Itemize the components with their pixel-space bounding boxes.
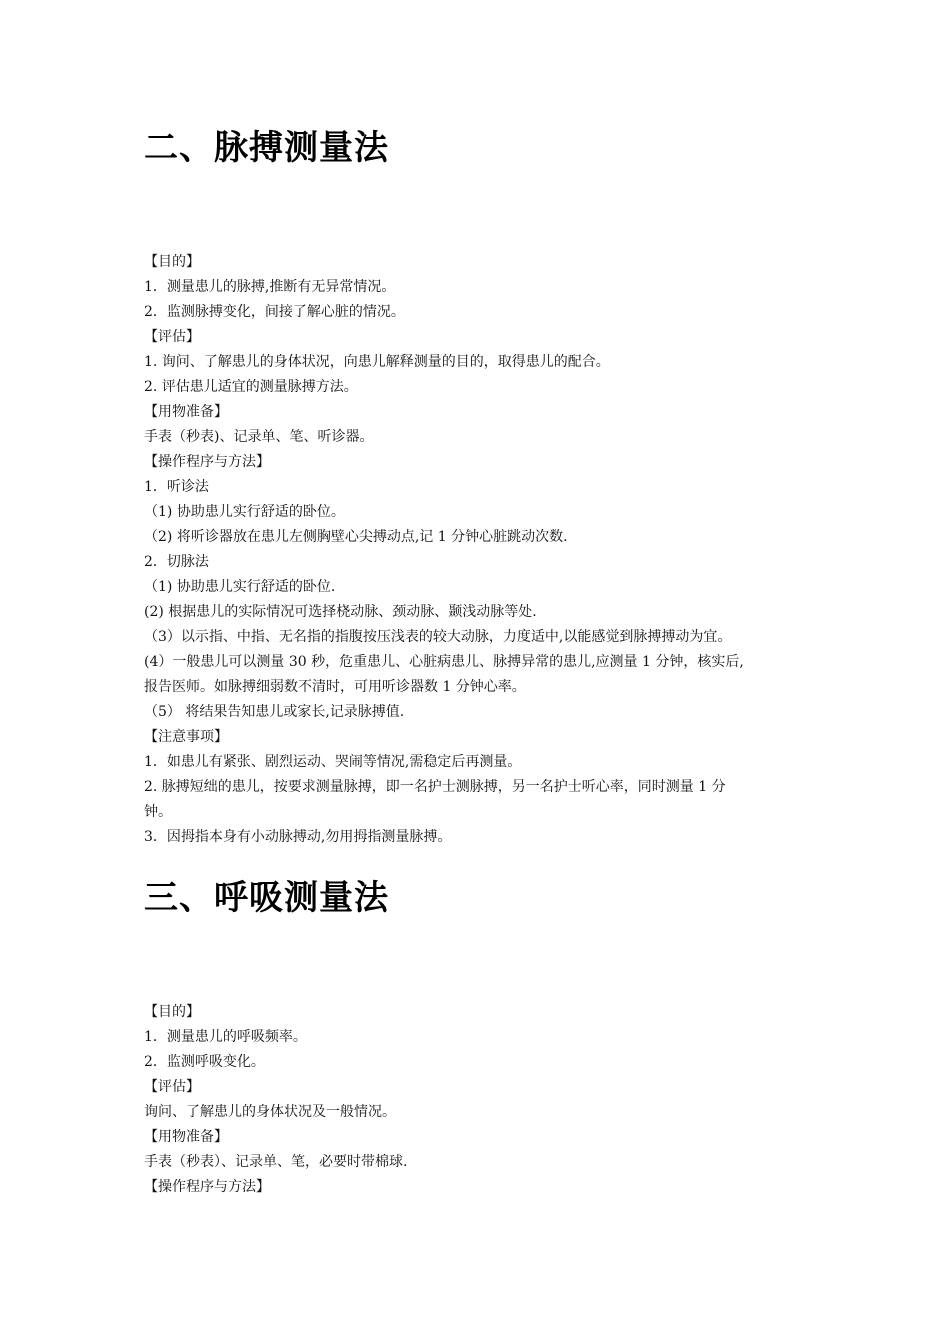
heading-procedure: 【操作程序与方法】	[144, 454, 270, 470]
heading-purpose: 【目的】	[144, 1004, 200, 1020]
list-item-continued: 钟。	[144, 804, 172, 820]
list-item: 1．如患儿有紧张、剧烈运动、哭闹等情况,需稳定后再测量。	[144, 754, 522, 770]
list-item: （1) 协助患儿实行舒适的卧位.	[144, 579, 336, 595]
heading-purpose: 【目的】	[144, 254, 200, 270]
list-item: 2．监测呼吸变化。	[144, 1054, 265, 1070]
list-item: （1) 协助患儿实行舒适的卧位。	[144, 504, 345, 520]
heading-supplies: 【用物准备】	[144, 404, 228, 420]
list-item: 2. 脉搏短绌的患儿，按要求测量脉搏，即一名护士测脉搏，另一名护士听心率，同时测量 1 分	[144, 779, 726, 795]
paragraph: 询问、了解患儿的身体状况及一般情况。	[144, 1104, 396, 1120]
heading-supplies: 【用物准备】	[144, 1129, 228, 1145]
list-item: 1．测量患儿的呼吸频率。	[144, 1029, 307, 1045]
list-item: （2) 将听诊器放在患儿左侧胸壁心尖搏动点,记 1 分钟心脏跳动次数.	[144, 529, 568, 545]
list-item: 1. 询问、了解患儿的身体状况，向患儿解释测量的目的，取得患儿的配合。	[144, 354, 610, 370]
paragraph: 手表（秒表)、记录单、笔、听诊器。	[144, 429, 374, 445]
list-item: 2．切脉法	[144, 554, 209, 570]
list-item: （5） 将结果告知患儿或家长,记录脉搏值.	[144, 704, 405, 720]
list-item: 2. 评估患儿适宜的测量脉搏方法。	[144, 379, 358, 395]
list-item: 3．因拇指本身有小动脉搏动,勿用拇指测量脉搏。	[144, 829, 452, 845]
heading-procedure: 【操作程序与方法】	[144, 1179, 270, 1195]
list-item-continued: 报告医师。如脉搏细弱数不清时，可用听诊器数 1 分钟心率。	[144, 679, 526, 695]
paragraph: 手表（秒表）、记录单、笔，必要时带棉球.	[144, 1154, 408, 1170]
list-item: 1．测量患儿的脉搏,推断有无异常情况。	[144, 279, 396, 295]
heading-assessment: 【评估】	[144, 329, 200, 345]
section-title-respiration: 三、呼吸测量法	[144, 878, 389, 918]
section-title-pulse: 二、脉搏测量法	[144, 128, 389, 168]
list-item: (4）一般患儿可以测量 30 秒，危重患儿、心脏病患儿、脉搏异常的患儿,应测量 1 分钟，核实后,	[144, 654, 744, 670]
heading-assessment: 【评估】	[144, 1079, 200, 1095]
list-item: （3）以示指、中指、无名指的指腹按压浅表的较大动脉，力度适中,以能感觉到脉搏搏动为宜。	[144, 629, 732, 645]
list-item: (2) 根据患儿的实际情况可选择桡动脉、颈动脉、颞浅动脉等处.	[144, 604, 537, 620]
section-body-respiration	[144, 1000, 824, 1200]
list-item: 1．听诊法	[144, 479, 209, 495]
section-body-pulse	[144, 250, 824, 850]
list-item: 2．监测脉搏变化，间接了解心脏的情况。	[144, 304, 405, 320]
heading-notes: 【注意事项】	[144, 729, 228, 745]
